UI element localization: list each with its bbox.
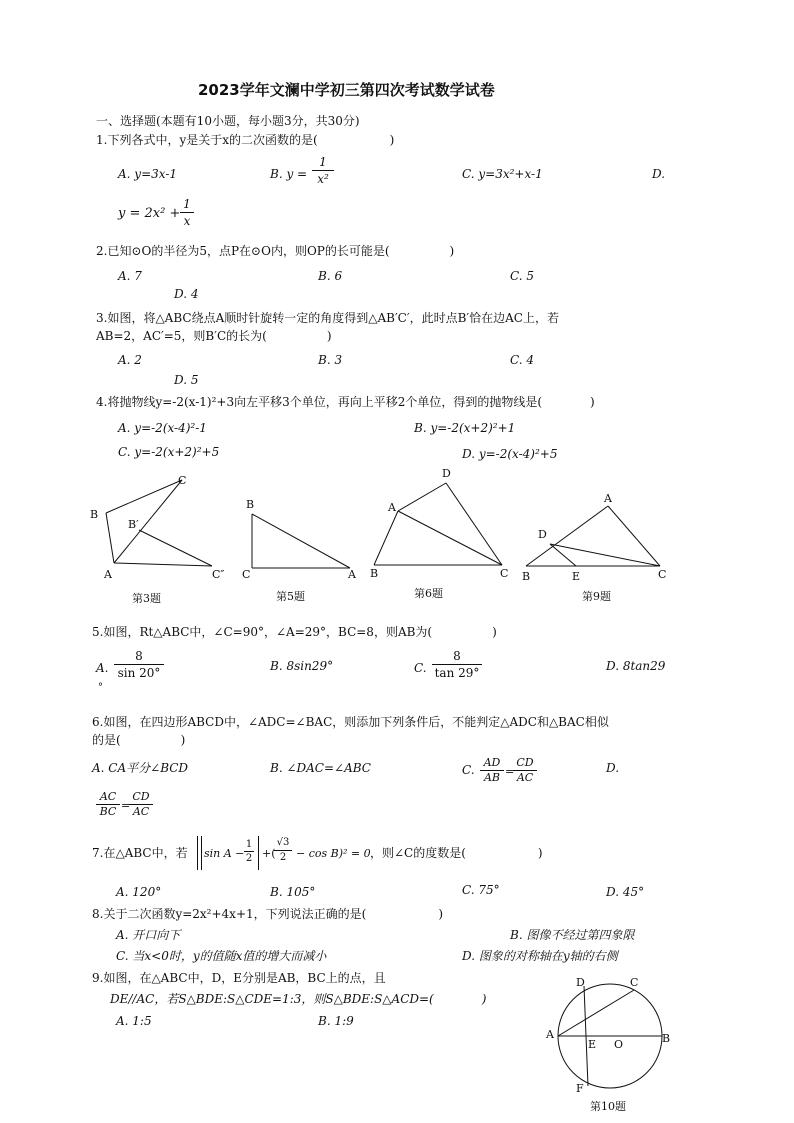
- q9-stem-line2: DE//AC，若S△BDE:S△CDE=1:3，则S△BDE:S△ACD=( ): [110, 992, 487, 1006]
- q6-option-d-frac1: [96, 790, 120, 819]
- q1-option-b-fraction: [312, 154, 334, 187]
- q9-line-de: [550, 544, 576, 566]
- q6-d-num1: AC: [99, 790, 117, 803]
- q1-b-numerator: 1: [319, 155, 327, 169]
- q5-option-a[interactable]: A.: [96, 661, 109, 675]
- q6-option-b[interactable]: B. ∠DAC=∠ABC: [270, 761, 371, 775]
- q3-option-b[interactable]: B. 3: [318, 353, 343, 367]
- q5-c-numerator: 8: [453, 649, 461, 663]
- q1-option-b[interactable]: B. y =: [270, 167, 308, 181]
- q4-option-b[interactable]: B. y=-2(x+2)²+1: [414, 421, 516, 435]
- q6-line-ad: [398, 483, 446, 511]
- q1-d-numerator: 1: [183, 197, 191, 211]
- q10-label-e: E: [588, 1038, 597, 1051]
- q7-abs-left-bar: [197, 836, 202, 870]
- q3-stem-line1: 3.如图，将△ABC绕点A顺时针旋转一定的角度得到△AB′C′，此时点B′恰在边AC上，若: [96, 311, 559, 325]
- q2-stem: 2.已知⊙O的半径为5，点P在⊙O内，则OP的长可能是( ): [96, 244, 455, 258]
- q4-option-d[interactable]: D. y=-2(x-4)²+5: [462, 447, 558, 461]
- q6-c-den1: AB: [480, 770, 504, 785]
- q2-option-d[interactable]: D. 4: [174, 287, 199, 301]
- q6-option-c-equals: =: [505, 765, 515, 778]
- q9-label-d: D: [538, 528, 547, 541]
- figure-q6-drawing: [366, 465, 516, 605]
- page-title: 2023学年文澜中学初三第四次考试数学试卷: [198, 81, 495, 99]
- q1-option-d[interactable]: D.: [652, 167, 666, 181]
- q6-option-d[interactable]: D.: [606, 761, 620, 775]
- q10-caption: 第10题: [590, 1100, 626, 1113]
- q6-stem-line1: 6.如图，在四边形ABCD中，∠ADC=∠BAC，则添加下列条件后，不能判定△ADC和△BAC相似: [92, 715, 609, 729]
- figure-q3-drawing: [84, 468, 234, 608]
- q6-line-ab: [374, 511, 398, 565]
- q6-d-den1: BC: [96, 804, 120, 819]
- q1-option-d-expr: y = 2x² +: [118, 206, 181, 221]
- q10-chord-ac: [558, 990, 634, 1036]
- q5-option-a-fraction: [114, 648, 164, 681]
- q5-option-c-fraction: [432, 648, 482, 681]
- q3-line-ac: [114, 480, 182, 563]
- q6-option-a[interactable]: A. CA平分∠BCD: [92, 761, 189, 775]
- q1-option-d-fraction: [180, 196, 194, 229]
- q6-option-c-frac2: [513, 756, 537, 785]
- q2-option-a[interactable]: A. 7: [118, 269, 142, 283]
- figure-q9-drawing: [516, 492, 676, 607]
- q7-option-c[interactable]: C. 75°: [462, 883, 500, 897]
- section-heading: 一、选择题(本题有10小题，每小题3分，共30分): [96, 114, 360, 128]
- q9-label-e: E: [572, 570, 581, 583]
- q7-stem-post: ，则∠C的度数是( ): [370, 846, 543, 860]
- q7-option-d[interactable]: D. 45°: [606, 885, 645, 899]
- q8-option-d[interactable]: D. 图象的对称轴在y轴的右侧: [462, 949, 618, 963]
- q1-stem: 1.下列各式中，y是关于x的二次函数的是( ): [96, 133, 395, 147]
- q10-label-c: C: [630, 976, 639, 989]
- q5-label-c: C: [242, 568, 251, 581]
- q7-half-num: 1: [245, 839, 253, 850]
- q5-caption: 第5题: [276, 590, 305, 603]
- q3-line-ba: [106, 513, 114, 563]
- q7-option-b[interactable]: B. 105°: [270, 885, 316, 899]
- q6-c-num2: CD: [516, 756, 534, 769]
- q1-d-denominator: x: [180, 212, 194, 229]
- q6-c-den2: AC: [513, 770, 537, 785]
- figure-q10: [540, 972, 680, 1121]
- figure-q3: [84, 468, 234, 612]
- q7-half-den: 2: [245, 853, 253, 864]
- q7-root-den: 2: [274, 850, 292, 865]
- q8-option-c[interactable]: C. 当x<0时，y的值随x值的增大而减小: [116, 949, 327, 963]
- q9-label-a: A: [604, 492, 612, 505]
- q6-option-d-equals: =: [121, 799, 131, 812]
- q10-label-a: A: [546, 1028, 554, 1041]
- q3-label-a: A: [104, 568, 112, 581]
- q4-option-c[interactable]: C. y=-2(x+2)²+5: [118, 445, 220, 459]
- q9-label-b: B: [522, 570, 531, 583]
- q5-label-b: B: [246, 498, 255, 511]
- figure-q6: [366, 465, 516, 609]
- q3-line-bpcp: [139, 530, 212, 566]
- q9-caption: 第9题: [582, 590, 611, 603]
- q7-root-num: √3: [276, 837, 290, 848]
- q5-degree-mark: °: [98, 682, 103, 693]
- q1-option-a[interactable]: A. y=3x-1: [118, 167, 178, 181]
- q6-d-num2: CD: [132, 790, 150, 803]
- q7-cos-part: − cos B)² = 0: [296, 847, 371, 860]
- q8-stem: 8.关于二次函数y=2x²+4x+1，下列说法正确的是( ): [92, 907, 444, 921]
- q8-option-b[interactable]: B. 图像不经过第四象限: [510, 928, 635, 942]
- q6-label-b: B: [370, 567, 379, 580]
- q7-abs-right-bar: [258, 836, 260, 870]
- q3-line-acp: [114, 563, 212, 566]
- q10-label-o: O: [614, 1038, 624, 1051]
- q6-label-d: D: [442, 467, 451, 480]
- q5-option-d[interactable]: D. 8tan29: [606, 659, 666, 673]
- q2-option-b[interactable]: B. 6: [318, 269, 343, 283]
- q10-label-b: B: [662, 1032, 671, 1045]
- q10-label-f: F: [576, 1082, 584, 1095]
- q3-stem-line2: AB=2，AC′=5，则B′C的长为( ): [96, 329, 332, 343]
- figure-q5-drawing: [238, 492, 368, 607]
- q6-c-num1: AD: [483, 756, 501, 769]
- q4-option-a[interactable]: A. y=-2(x-4)²-1: [118, 421, 207, 435]
- q5-line-ba: [252, 514, 350, 568]
- q6-caption: 第6题: [414, 587, 443, 600]
- q6-line-ac: [398, 511, 502, 565]
- q5-stem: 5.如图，Rt△ABC中，∠C=90°，∠A=29°，BC=8，则AB为( ): [92, 625, 497, 639]
- q1-option-c[interactable]: C. y=3x²+x-1: [462, 167, 543, 181]
- q8-option-a[interactable]: A. 开口向下: [116, 928, 181, 942]
- q7-root-fraction: [274, 836, 292, 865]
- q6-option-d-frac2: [129, 790, 153, 819]
- q6-option-c[interactable]: C.: [462, 763, 475, 777]
- q9-option-b[interactable]: B. 1:9: [318, 1014, 354, 1028]
- q5-a-denominator: sin 20°: [114, 664, 164, 681]
- q7-plus-open: +(: [262, 847, 276, 860]
- q3-caption: 第3题: [132, 592, 161, 605]
- q7-option-a[interactable]: A. 120°: [116, 885, 162, 899]
- q6-stem-line2: 的是( ): [92, 733, 186, 747]
- q9-stem-line1: 9.如图，在△ABC中，D，E分别是AB，BC上的点，且: [92, 971, 386, 985]
- q5-c-denominator: tan 29°: [432, 664, 482, 681]
- q2-option-c[interactable]: C. 5: [510, 269, 535, 283]
- q3-label-c: C: [178, 474, 187, 487]
- q6-option-c-frac1: [480, 756, 504, 785]
- q7-abs-sin: sin A −: [204, 847, 245, 860]
- q6-line-dc: [446, 483, 502, 565]
- q6-label-a: A: [388, 501, 396, 514]
- q5-a-numerator: 8: [135, 649, 143, 663]
- q5-option-c[interactable]: C.: [414, 661, 427, 675]
- q7-half-fraction: [244, 838, 254, 865]
- q3-option-c[interactable]: C. 4: [510, 353, 535, 367]
- figure-q9: [516, 492, 676, 611]
- q6-label-c: C: [500, 567, 509, 580]
- q1-b-denominator: x²: [312, 170, 334, 187]
- q3-label-bp: B′: [128, 518, 139, 531]
- q3-option-d[interactable]: D. 5: [174, 373, 199, 387]
- q10-label-d: D: [576, 976, 585, 989]
- figure-q10-drawing: [540, 972, 680, 1117]
- q3-line-bc: [106, 480, 182, 513]
- figure-q5: [238, 492, 368, 611]
- q9-label-c: C: [658, 568, 667, 581]
- q5-option-b[interactable]: B. 8sin29°: [270, 659, 334, 673]
- q7-stem-pre: 7.在△ABC中，若: [92, 846, 188, 860]
- q9-option-a[interactable]: A. 1:5: [116, 1014, 152, 1028]
- q6-d-den2: AC: [129, 804, 153, 819]
- q3-option-a[interactable]: A. 2: [118, 353, 142, 367]
- q3-label-b: B: [90, 508, 99, 521]
- q3-label-cp: C″: [212, 568, 225, 581]
- q5-label-a: A: [348, 568, 356, 581]
- q4-stem: 4.将抛物线y=-2(x-1)²+3向左平移3个单位，再向上平移2个单位，得到的抛物线是( ): [96, 395, 595, 409]
